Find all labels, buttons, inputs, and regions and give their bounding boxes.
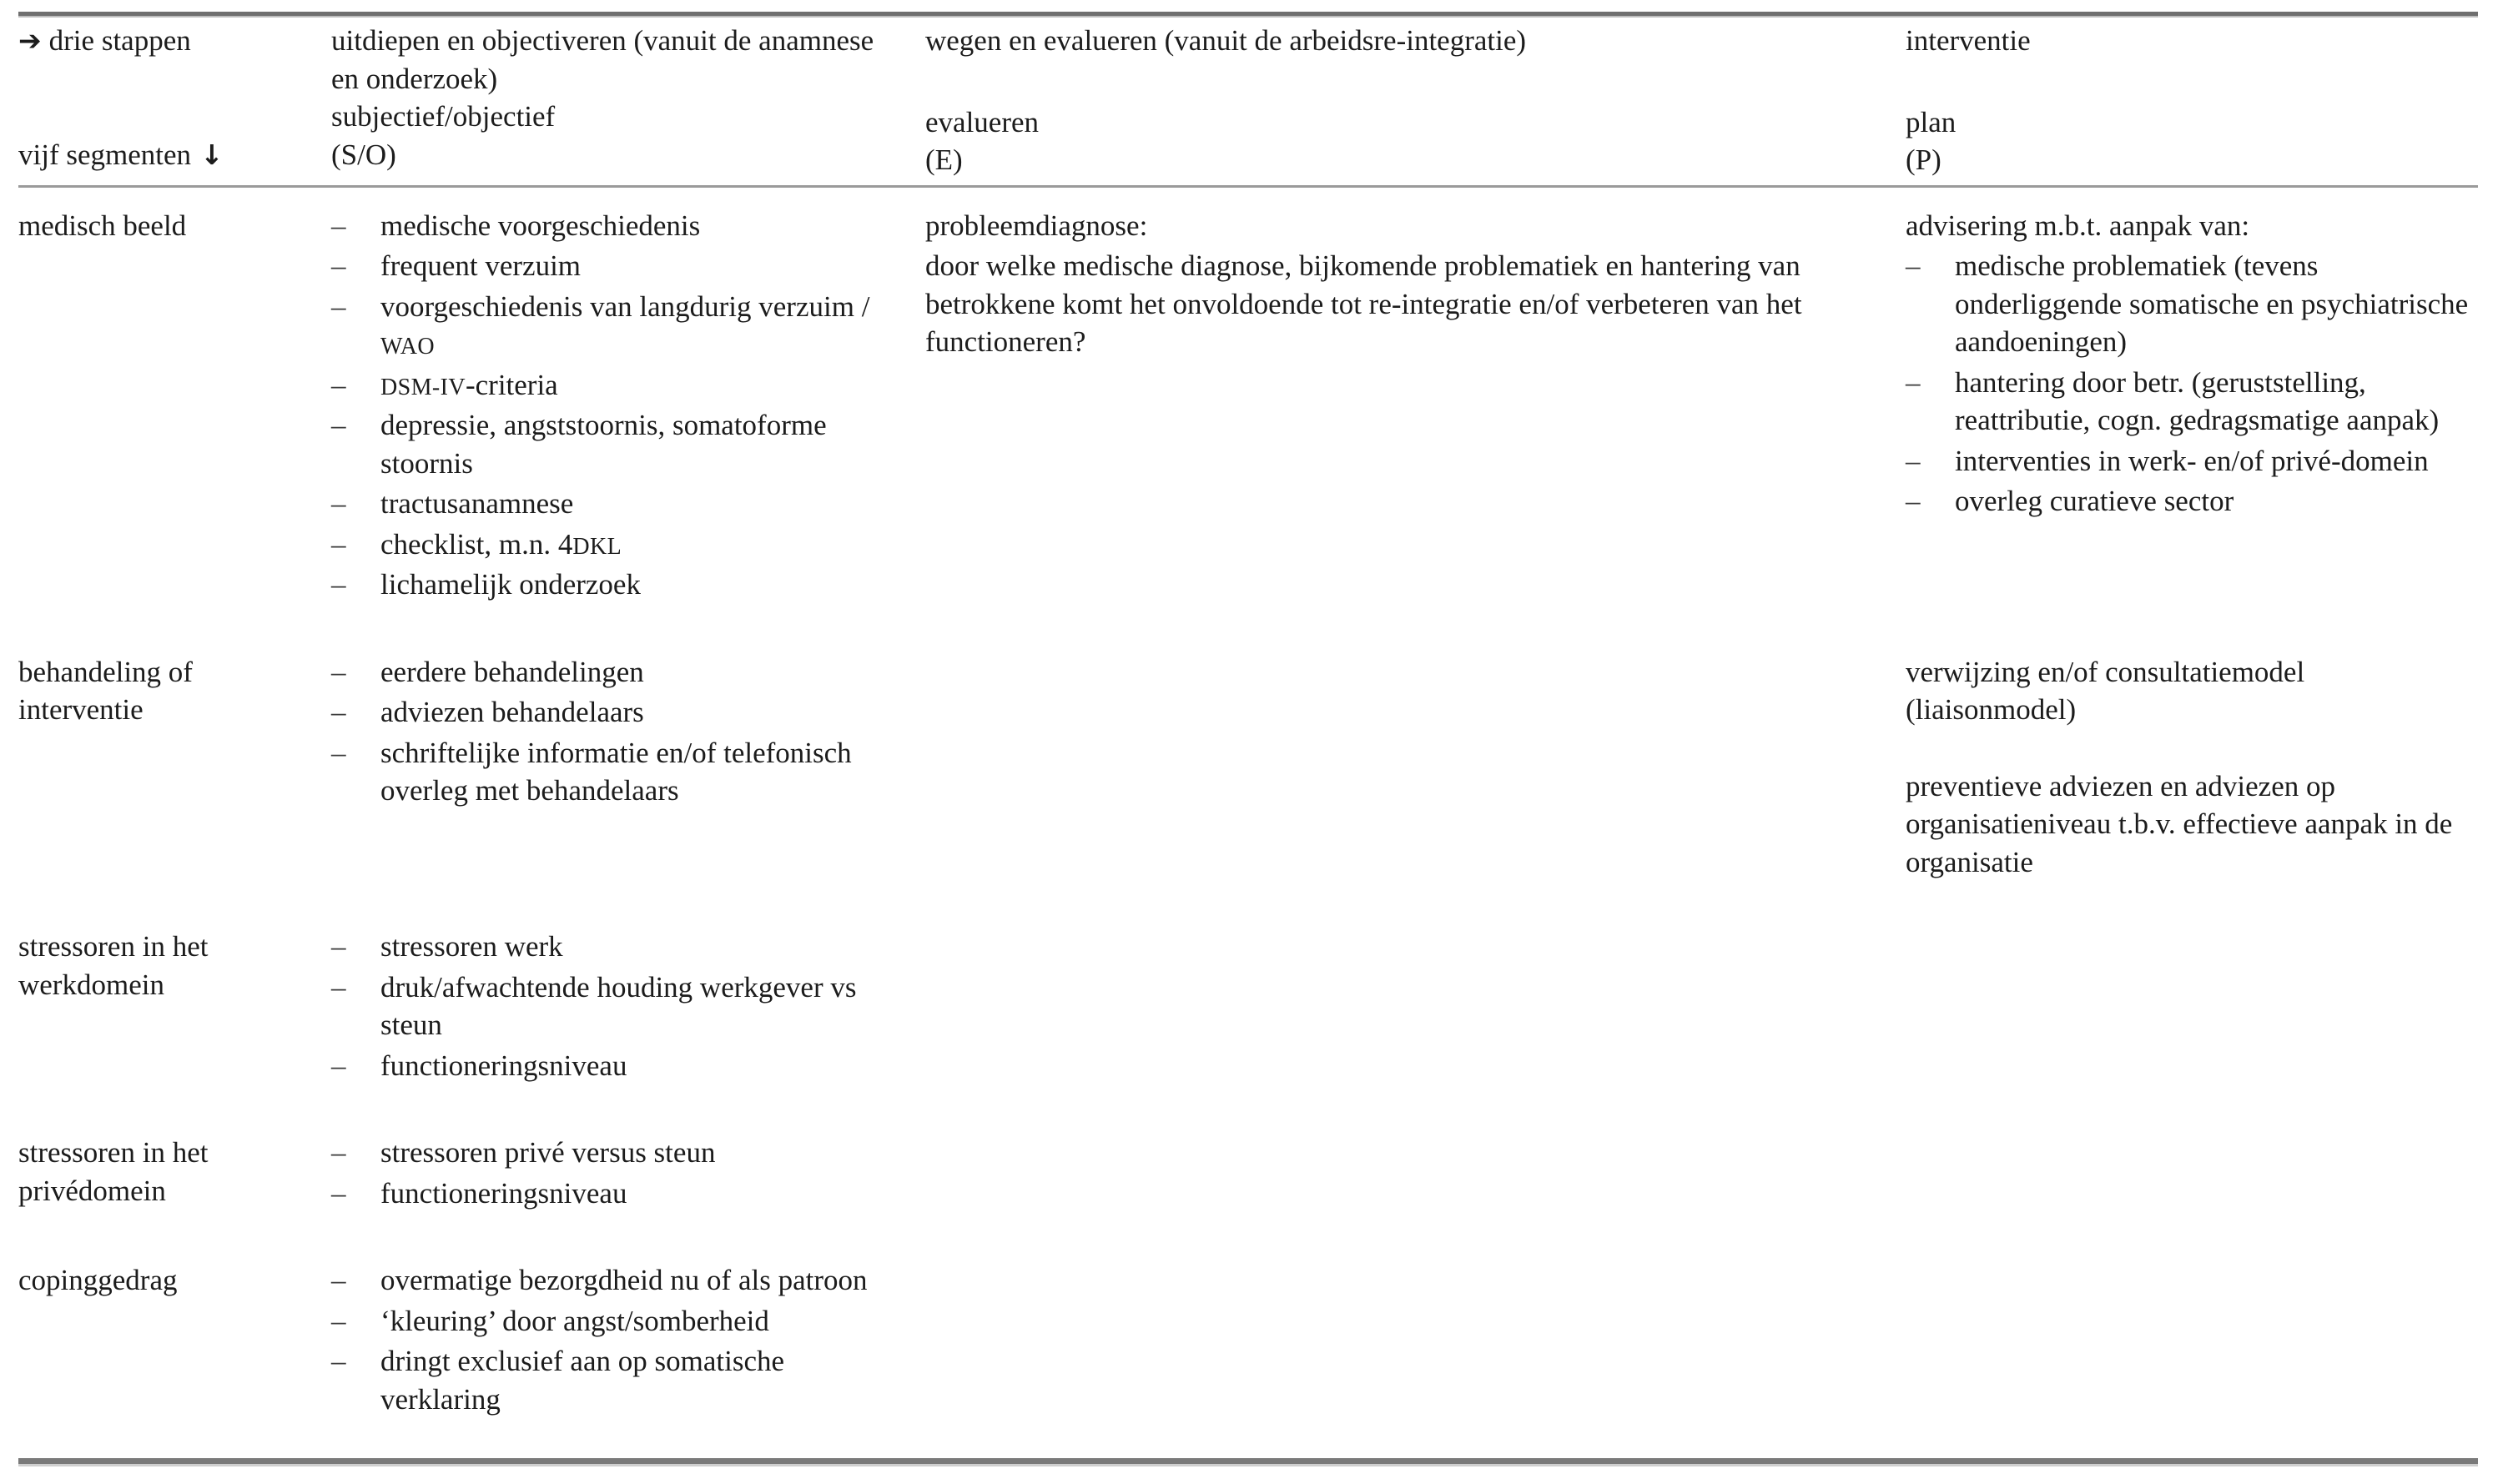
row-gap [18, 606, 2478, 653]
header-column-so [331, 22, 925, 179]
list-item [1906, 482, 2478, 521]
list-item-text: functioneringsniveau [380, 1049, 627, 1082]
list-item [331, 207, 897, 245]
list-so-behandeling [331, 653, 897, 810]
list-item [331, 1302, 897, 1341]
table-row [18, 1134, 2478, 1215]
list-item [331, 1261, 897, 1300]
cell-p-stressoren-prive [1906, 1134, 2478, 1215]
row-label-copinggedrag: copinggedrag [18, 1264, 178, 1296]
cell-e-stressoren-werk [925, 928, 1906, 1087]
list-item-text: frequent verzuim [380, 249, 582, 282]
header-so-title: uitdiepen en objectiveren (vanuit de anamnese en onderzoek) [331, 24, 874, 95]
header-column-e [925, 22, 1906, 179]
cell-p-medisch-beeld [1906, 207, 2478, 606]
row-gap [18, 881, 2478, 928]
table-row [18, 653, 2478, 882]
list-item-text: eerdere behandelingen [380, 655, 644, 688]
header-so-code: (S/O) [331, 138, 396, 171]
list-item-text: medische problematiek (tevens onderliggende somatische en psychiatrische aandoeningen) [1955, 249, 2469, 358]
list-item-text: medische voorgeschiedenis [380, 209, 701, 242]
list-item [331, 247, 897, 285]
list-item [331, 406, 897, 482]
list-item-text: functioneringsniveau [380, 1176, 627, 1210]
list-item-text: ‘kleuring’ door angst/somberheid [380, 1304, 769, 1337]
list-item [1906, 364, 2478, 440]
arrow-down-icon: ↓ [200, 138, 224, 171]
table-row [18, 928, 2478, 1087]
cell-so-medisch-beeld [331, 207, 925, 606]
header-e-code: (E) [925, 143, 963, 176]
header-column-p [1906, 22, 2478, 179]
rule-top [18, 12, 2478, 16]
cell-so-behandeling [331, 653, 925, 882]
header-e-title: wegen en evalueren (vanuit de arbeidsre-integratie) [925, 24, 1527, 57]
list-item-text: lichamelijk onderzoek [380, 568, 641, 601]
list-item [331, 928, 897, 966]
list-item [331, 734, 897, 810]
table-row [18, 207, 2478, 606]
list-item-text: dringt exclusief aan op somatische verklaring [380, 1345, 785, 1416]
list-so-copinggedrag [331, 1261, 897, 1418]
list-item [331, 1342, 897, 1418]
probleemdiagnose-lead: probleemdiagnose: [925, 209, 1148, 242]
list-item: – checklist, m.n. 4DKL [331, 526, 897, 564]
list-so-medisch-beeld [331, 207, 897, 604]
cell-e-medisch-beeld [925, 207, 1906, 606]
list-so-stressoren-werk [331, 928, 897, 1084]
header-segments-label: vijf segmenten [18, 138, 192, 171]
header-segments [18, 136, 224, 174]
advisering-lead: advisering m.b.t. aanpak van: [1906, 209, 2250, 242]
list-item-text: overleg curatieve sector [1955, 485, 2234, 517]
cell-so-stressoren-prive [331, 1134, 925, 1215]
cell-p-copinggedrag [1906, 1261, 2478, 1421]
header-rule-gap [18, 179, 2478, 207]
list-so-stressoren-prive [331, 1134, 897, 1212]
probleemdiagnose-text: door welke medische diagnose, bijkomende problematiek en hantering van betrokkene komt het onvoldoende tot re-integratie en/of verbeteren van het functioneren? [925, 249, 1802, 358]
arrow-right-icon: ➔ [18, 24, 42, 57]
cell-p-behandeling [1906, 653, 2478, 882]
cell-so-stressoren-werk [331, 928, 925, 1087]
list-item [331, 1175, 897, 1213]
preventieve-adviezen-text: preventieve adviezen en adviezen op organisatieniveau t.b.v. effectieve aanpak in de organisatie [1906, 769, 2453, 878]
list-item [331, 653, 897, 692]
list-item-text: druk/afwachtende houding werkgever vs steun [380, 970, 857, 1041]
list-item-text: schriftelijke informatie en/of telefonisch overleg met behandelaars [380, 736, 852, 807]
table-row [18, 1261, 2478, 1421]
row-label-medisch-beeld: medisch beeld [18, 209, 187, 242]
list-item-text: stressoren privé versus steun [380, 1136, 716, 1169]
list-item [331, 968, 897, 1044]
row-label-stressoren-werk: stressoren in het werkdomein [18, 930, 209, 1001]
header-steps [18, 22, 308, 60]
soep-table [18, 22, 2478, 1421]
cell-e-copinggedrag [925, 1261, 1906, 1421]
list-item-text: depressie, angststoornis, somatoforme stoornis [380, 409, 827, 480]
list-item-text: stressoren werk [380, 930, 563, 963]
rule-bottom [18, 1458, 2478, 1464]
header-p-title: interventie [1906, 24, 2031, 57]
cell-e-stressoren-prive [925, 1134, 1906, 1215]
row-label-behandeling: behandeling of interventie [18, 655, 193, 726]
header-steps-label: drie stappen [48, 24, 191, 57]
header-e-subtitle: evalueren [925, 105, 1040, 138]
row-gap [18, 1215, 2478, 1261]
list-item-text: hantering door betr. (geruststelling, reattributie, cogn. gedragsmatige aanpak) [1955, 365, 2440, 436]
list-item [331, 566, 897, 604]
cell-e-behandeling [925, 653, 1906, 882]
list-item [331, 1047, 897, 1085]
list-item: – voorgeschiedenis van langdurig verzuim / WAO [331, 288, 897, 364]
list-p-medisch-beeld [1906, 247, 2478, 521]
list-item-text: interventies in werk- en/of privé-domein [1955, 444, 2429, 477]
table-header-row [18, 22, 2478, 179]
cell-p-stressoren-werk [1906, 928, 2478, 1087]
header-so-subtitle: subjectief/objectief [331, 100, 556, 133]
list-item [331, 1134, 897, 1172]
cell-so-copinggedrag [331, 1261, 925, 1421]
header-corner-cell [18, 22, 331, 179]
list-item: – DSM-IV-criteria [331, 366, 897, 405]
row-gap [18, 1087, 2478, 1134]
list-item [1906, 442, 2478, 480]
list-item-text: adviezen behandelaars [380, 696, 644, 728]
header-p-code: (P) [1906, 143, 1941, 176]
row-label-stressoren-prive: stressoren in het privédomein [18, 1136, 209, 1207]
list-item [331, 485, 897, 523]
header-p-subtitle: plan [1906, 105, 1957, 138]
list-item [1906, 247, 2478, 361]
list-item-text: overmatige bezorgdheid nu of als patroon [380, 1264, 868, 1296]
list-item-text: tractusanamnese [380, 487, 574, 520]
list-item [331, 693, 897, 732]
verwijzing-text: verwijzing en/of consultatiemodel (liaisonmodel) [1906, 655, 2305, 726]
